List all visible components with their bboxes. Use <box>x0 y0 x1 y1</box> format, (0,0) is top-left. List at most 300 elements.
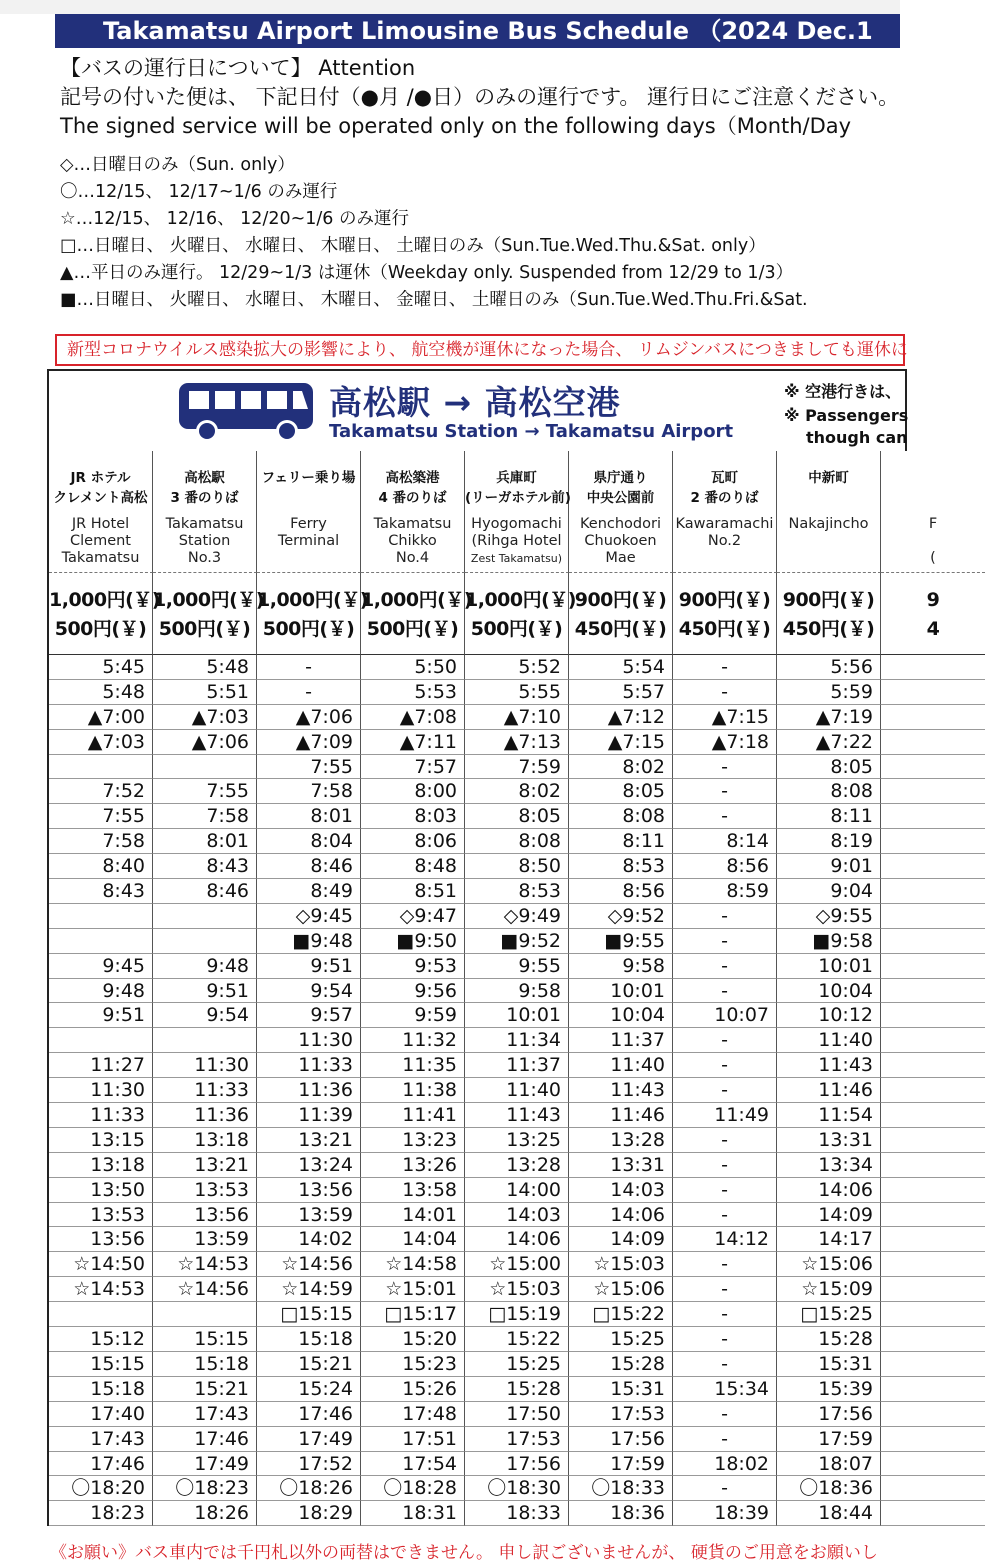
time-cell: □15:25 <box>777 1302 881 1327</box>
time-cell: 10:01 <box>465 1003 569 1028</box>
time-cell: 17:53 <box>569 1402 673 1427</box>
time-cell: 11:33 <box>49 1103 153 1128</box>
time-cell: 9:04 <box>777 879 881 904</box>
time-cell <box>881 705 985 730</box>
stop-name-jp: 瓦町 <box>711 470 738 486</box>
time-cell: 7:58 <box>153 804 257 829</box>
time-cell: 18:33 <box>465 1501 569 1526</box>
time-cell: 7:59 <box>465 755 569 780</box>
time-cell: 8:03 <box>361 804 465 829</box>
time-cell: ▲7:18 <box>673 730 777 755</box>
time-cell: 13:26 <box>361 1153 465 1178</box>
time-cell: 7:55 <box>257 755 361 780</box>
stop-name-en <box>777 516 880 533</box>
stop-name-jp: 中新町 <box>808 470 849 486</box>
stop-name-en-line: JR Hotel <box>71 516 130 532</box>
time-cell: - <box>673 979 777 1004</box>
time-cell: 11:32 <box>361 1028 465 1053</box>
time-cell <box>881 1053 985 1078</box>
time-cell: □15:15 <box>257 1302 361 1327</box>
attention-heading: 【バスの運行日について】 Attention <box>60 56 416 80</box>
time-cell: - <box>673 1252 777 1277</box>
time-cell: - <box>673 655 777 680</box>
time-cell: 17:50 <box>465 1402 569 1427</box>
time-cell: 7:55 <box>153 779 257 804</box>
fare-child: 500円(￥) <box>262 618 355 640</box>
time-cell: 11:40 <box>465 1078 569 1103</box>
stop-name-jp: JR ホテル <box>70 470 131 486</box>
time-cell: 15:25 <box>569 1327 673 1352</box>
stop-name-en-line: Ferry <box>290 516 327 532</box>
time-cell: 17:53 <box>465 1427 569 1452</box>
time-cell: 11:36 <box>153 1103 257 1128</box>
time-cell: 14:06 <box>569 1203 673 1228</box>
table-row <box>49 904 909 929</box>
time-cell: - <box>673 1153 777 1178</box>
time-cell: 17:43 <box>153 1402 257 1427</box>
time-cell <box>881 1476 985 1501</box>
time-cell: 5:52 <box>465 655 569 680</box>
time-cell <box>881 755 985 780</box>
fare-child: 450円(￥) <box>782 618 875 640</box>
time-cell: 18:36 <box>569 1501 673 1526</box>
time-cell: 5:55 <box>465 680 569 705</box>
time-cell: 17:46 <box>257 1402 361 1427</box>
fare-cell <box>361 573 472 655</box>
time-cell: - <box>673 755 777 780</box>
time-cell: 8:49 <box>257 879 361 904</box>
time-cell <box>881 1178 985 1203</box>
time-cell: 11:36 <box>257 1078 361 1103</box>
time-cell: 11:43 <box>777 1053 881 1078</box>
time-cell: 〇18:20 <box>49 1476 153 1501</box>
time-cell <box>881 1103 985 1128</box>
table-row <box>49 1103 909 1128</box>
stop-name-en <box>569 516 672 567</box>
time-cell: ◇9:52 <box>569 904 673 929</box>
time-cell <box>153 1302 257 1327</box>
time-cell <box>153 755 257 780</box>
stop-name-jp: (リーガホテル前) <box>465 490 571 506</box>
time-cell: 9:51 <box>153 979 257 1004</box>
time-cell: - <box>673 1277 777 1302</box>
stop-name-en <box>153 516 256 567</box>
time-cell: 11:43 <box>569 1078 673 1103</box>
time-cell: ▲7:12 <box>569 705 673 730</box>
time-cell: 9:48 <box>153 954 257 979</box>
time-cell: 17:49 <box>257 1427 361 1452</box>
table-row <box>49 954 909 979</box>
table-row <box>49 779 909 804</box>
fare-cell <box>673 573 777 655</box>
time-cell <box>881 730 985 755</box>
time-cell: 5:48 <box>153 655 257 680</box>
time-cell: ☆14:50 <box>49 1252 153 1277</box>
time-cell: 8:56 <box>569 879 673 904</box>
fare-row <box>49 573 940 655</box>
table-row <box>49 1227 909 1252</box>
time-cell: 8:04 <box>257 829 361 854</box>
stop-header <box>881 451 985 573</box>
time-cell: 8:51 <box>361 879 465 904</box>
top-strip <box>0 0 900 14</box>
time-cell <box>881 1078 985 1103</box>
time-cell: 8:06 <box>361 829 465 854</box>
time-cell: 10:01 <box>777 954 881 979</box>
time-cell: 8:11 <box>569 829 673 854</box>
stop-header <box>673 451 777 573</box>
time-cell <box>881 1203 985 1228</box>
timetable <box>47 451 940 1526</box>
time-cell <box>881 1153 985 1178</box>
route-title-en: Takamatsu Station → Takamatsu Airport <box>329 421 734 442</box>
fare-cell <box>777 573 881 655</box>
time-cell: ◇9:49 <box>465 904 569 929</box>
time-cell: 11:33 <box>257 1053 361 1078</box>
time-cell: ▲7:09 <box>257 730 361 755</box>
time-cell: 11:30 <box>153 1053 257 1078</box>
fare-adult: 1,000円(￥) <box>465 589 576 611</box>
stop-name-jp <box>257 488 360 508</box>
table-row <box>49 879 909 904</box>
time-cell: 14:04 <box>361 1227 465 1252</box>
time-cell <box>881 829 985 854</box>
time-cell: 15:31 <box>777 1352 881 1377</box>
time-cell: 8:43 <box>153 854 257 879</box>
time-cell: - <box>673 1053 777 1078</box>
time-cell: 10:12 <box>777 1003 881 1028</box>
time-cell: 5:54 <box>569 655 673 680</box>
time-cell: 17:56 <box>777 1402 881 1427</box>
time-cell: ▲7:11 <box>361 730 465 755</box>
table-row <box>49 979 909 1004</box>
time-cell: 9:45 <box>49 954 153 979</box>
time-cell: ■9:48 <box>257 929 361 954</box>
stop-name-en-line: Station <box>178 533 231 549</box>
fare-cell <box>881 573 985 655</box>
time-cell: ☆14:56 <box>257 1252 361 1277</box>
attention-section <box>60 54 900 141</box>
time-cell: 13:59 <box>153 1227 257 1252</box>
table-row <box>49 1402 909 1427</box>
time-cell: 15:21 <box>257 1352 361 1377</box>
fare-adult: 1,000円(￥) <box>153 589 264 611</box>
table-row <box>49 1252 909 1277</box>
time-cell: 14:02 <box>257 1227 361 1252</box>
fare-adult: 900円(￥) <box>678 589 771 611</box>
stop-header <box>153 451 257 573</box>
time-cell: - <box>673 1402 777 1427</box>
stop-header <box>257 451 361 573</box>
time-cell: 8:08 <box>569 804 673 829</box>
time-cell: 13:56 <box>153 1203 257 1228</box>
time-cell: 13:56 <box>257 1178 361 1203</box>
time-cell <box>881 804 985 829</box>
time-cell: - <box>673 1078 777 1103</box>
stop-name-jp: 高松駅 <box>184 470 225 486</box>
fare-cell <box>49 573 160 655</box>
stop-name-jp: 高松築港 <box>385 470 440 486</box>
time-cell: □15:17 <box>361 1302 465 1327</box>
time-cell <box>881 954 985 979</box>
time-cell: 〇18:28 <box>361 1476 465 1501</box>
time-cell: 9:59 <box>361 1003 465 1028</box>
stop-name-en <box>361 516 464 567</box>
time-cell: 8:56 <box>673 854 777 879</box>
time-cell: 8:46 <box>257 854 361 879</box>
stop-name-en-line: Nakajincho <box>788 516 869 532</box>
time-cell: 9:01 <box>777 854 881 879</box>
bus-icon <box>177 381 317 443</box>
time-cell: 18:02 <box>673 1452 777 1477</box>
time-cell: ☆14:59 <box>257 1277 361 1302</box>
time-cell <box>881 1128 985 1153</box>
time-cell <box>881 1028 985 1053</box>
fare-child: 500円(￥) <box>366 618 459 640</box>
stop-name-jp: 中央公園前 <box>586 490 655 506</box>
attention-jp: 記号の付いた便は、 下記日付（●月 /●日）のみの運行です。 運行日にご注意ください。 <box>60 85 900 109</box>
time-cell: 5:59 <box>777 680 881 705</box>
stop-name-en-line: Kawaramachi <box>675 516 774 532</box>
time-cell <box>881 1327 985 1352</box>
time-cell: 13:24 <box>257 1153 361 1178</box>
time-cell <box>881 1501 985 1526</box>
fare-adult: 900円(￥) <box>574 589 667 611</box>
time-cell: 8:19 <box>777 829 881 854</box>
table-row <box>49 1153 909 1178</box>
stop-name-en <box>465 516 568 567</box>
stop-header <box>49 451 153 573</box>
time-cell: 14:09 <box>777 1203 881 1228</box>
table-row <box>49 1302 909 1327</box>
time-cell: 13:31 <box>569 1153 673 1178</box>
time-cell: 17:48 <box>361 1402 465 1427</box>
time-cell: 8:05 <box>569 779 673 804</box>
time-cell: 14:01 <box>361 1203 465 1228</box>
time-cell: 5:45 <box>49 655 153 680</box>
time-cell <box>49 755 153 780</box>
route-note: ※ Passengers <box>784 406 909 425</box>
stop-header <box>777 451 881 573</box>
table-row <box>49 1178 909 1203</box>
time-cell: 17:56 <box>569 1427 673 1452</box>
time-cell: 13:18 <box>153 1128 257 1153</box>
time-cell: 9:54 <box>257 979 361 1004</box>
table-row <box>49 705 909 730</box>
legend-item: ☆…12/15、 12/16、 12/20~1/6 のみ運行 <box>60 209 409 229</box>
legend-item: ■…日曜日、 火曜日、 水曜日、 木曜日、 金曜日、 土曜日のみ（Sun.Tue.Wed.Thu.Fri.&Sat. <box>60 290 808 310</box>
time-cell: 11:30 <box>257 1028 361 1053</box>
fare-child: 450円(￥) <box>678 618 771 640</box>
time-cell: 15:28 <box>569 1352 673 1377</box>
time-cell: 15:34 <box>673 1377 777 1402</box>
stop-name-en <box>49 516 152 567</box>
time-cell: 8:01 <box>153 829 257 854</box>
time-cell: 8:40 <box>49 854 153 879</box>
route-note: ※ 空港行きは、 <box>784 382 902 401</box>
stop-name-en-line: Takamatsu <box>61 550 140 566</box>
time-cell: 11:49 <box>673 1103 777 1128</box>
time-cell: ◇9:55 <box>777 904 881 929</box>
time-cell: 11:37 <box>465 1053 569 1078</box>
fare-cell <box>257 573 368 655</box>
fare-child: 4 <box>926 618 940 640</box>
table-row <box>49 1427 909 1452</box>
time-cell <box>49 1028 153 1053</box>
time-cell: 14:00 <box>465 1178 569 1203</box>
time-cell: 14:06 <box>465 1227 569 1252</box>
time-cell: 15:15 <box>49 1352 153 1377</box>
stop-header <box>465 451 569 573</box>
time-cell: 13:31 <box>777 1128 881 1153</box>
time-cell: 17:43 <box>49 1427 153 1452</box>
time-cell: 8:46 <box>153 879 257 904</box>
table-row <box>49 1352 909 1377</box>
stop-header <box>569 451 673 573</box>
time-cell: - <box>673 929 777 954</box>
time-cell <box>881 1277 985 1302</box>
time-cell: 8:08 <box>465 829 569 854</box>
time-cell: ▲7:15 <box>569 730 673 755</box>
route-header <box>47 369 907 451</box>
covid-notice: 新型コロナウイルス感染拡大の影響により、 航空機が運休になった場合、 リムジンバスにつきましても運休に <box>55 334 905 366</box>
fare-adult: 9 <box>926 589 940 611</box>
time-cell: 11:39 <box>257 1103 361 1128</box>
stop-name-en-line: Kenchodori <box>580 516 661 532</box>
time-cell: - <box>673 779 777 804</box>
stop-name-en-line: Mae <box>605 550 636 566</box>
time-cell: 11:40 <box>777 1028 881 1053</box>
time-cell <box>881 904 985 929</box>
time-cell: ▲7:19 <box>777 705 881 730</box>
time-cell <box>881 929 985 954</box>
time-cell: 17:49 <box>153 1452 257 1477</box>
time-cell: 18:26 <box>153 1501 257 1526</box>
time-cell: 5:57 <box>569 680 673 705</box>
time-cell: 18:44 <box>777 1501 881 1526</box>
time-cell <box>153 929 257 954</box>
time-cell: 〇18:30 <box>465 1476 569 1501</box>
table-row <box>49 1028 909 1053</box>
stop-name-jp: 4 番のりば <box>378 490 447 506</box>
time-cell: 15:24 <box>257 1377 361 1402</box>
time-cell <box>881 1003 985 1028</box>
stop-name-en-line: ( <box>930 550 936 566</box>
time-cell: 10:07 <box>673 1003 777 1028</box>
time-cell <box>881 655 985 680</box>
page-title: Takamatsu Airport Limousine Bus Schedule （2024 Dec.1 <box>55 14 900 48</box>
time-cell: ▲7:03 <box>153 705 257 730</box>
time-cell: - <box>673 1352 777 1377</box>
time-cell: □15:22 <box>569 1302 673 1327</box>
fare-adult: 900円(￥) <box>782 589 875 611</box>
fare-child: 500円(￥) <box>54 618 147 640</box>
time-cell: 9:55 <box>465 954 569 979</box>
time-cell: 9:48 <box>49 979 153 1004</box>
table-row <box>49 1277 909 1302</box>
time-cell: ☆14:58 <box>361 1252 465 1277</box>
time-cell: 17:46 <box>49 1452 153 1477</box>
time-cell: 11:37 <box>569 1028 673 1053</box>
table-row <box>49 1078 909 1103</box>
table-row <box>49 1452 909 1477</box>
time-cell: ■9:55 <box>569 929 673 954</box>
time-cell: 〇18:26 <box>257 1476 361 1501</box>
table-row <box>49 804 909 829</box>
time-cell: - <box>673 1327 777 1352</box>
time-cell: 〇18:23 <box>153 1476 257 1501</box>
time-cell: 9:51 <box>49 1003 153 1028</box>
stop-name-en-line: Clement <box>70 533 131 549</box>
stop-name-jp: フェリー乗り場 <box>261 470 356 486</box>
time-cell: 13:34 <box>777 1153 881 1178</box>
time-cell: - <box>673 1128 777 1153</box>
stop-name-jp: クレメント高松 <box>53 490 148 506</box>
time-cell: - <box>673 1302 777 1327</box>
time-cell: 9:58 <box>465 979 569 1004</box>
time-cell: - <box>673 1028 777 1053</box>
fare-cell <box>569 573 673 655</box>
time-cell: 15:18 <box>153 1352 257 1377</box>
time-cell: 13:56 <box>49 1227 153 1252</box>
time-cell: - <box>673 954 777 979</box>
time-cell: - <box>673 904 777 929</box>
route-note: though can <box>806 428 908 447</box>
time-cell: 〇18:33 <box>569 1476 673 1501</box>
stop-header-row <box>49 451 938 573</box>
time-cell: ■9:52 <box>465 929 569 954</box>
legend-item: ◇…日曜日のみ（Sun. only） <box>60 155 295 175</box>
time-cell <box>49 1302 153 1327</box>
time-cell <box>881 1302 985 1327</box>
stop-name-jp: 兵庫町 <box>496 470 537 486</box>
time-cell: 15:23 <box>361 1352 465 1377</box>
time-cell: 9:57 <box>257 1003 361 1028</box>
time-cell: 17:52 <box>257 1452 361 1477</box>
stop-name-jp: 3 番のりば <box>170 490 239 506</box>
time-cell: 13:15 <box>49 1128 153 1153</box>
stop-name-en-line: No.2 <box>707 533 742 549</box>
time-cell: 11:34 <box>465 1028 569 1053</box>
time-cell: 17:59 <box>777 1427 881 1452</box>
time-cell: 17:54 <box>361 1452 465 1477</box>
time-cell <box>881 854 985 879</box>
time-cell: 18:23 <box>49 1501 153 1526</box>
time-cell: 7:57 <box>361 755 465 780</box>
time-cell: 7:55 <box>49 804 153 829</box>
time-cell: 14:17 <box>777 1227 881 1252</box>
time-cell <box>881 779 985 804</box>
attention-en: The signed service will be operated only on the following days（Month/Day <box>60 114 852 138</box>
time-cell: 8:00 <box>361 779 465 804</box>
fare-adult: 1,000円(￥) <box>361 589 472 611</box>
time-cell: ☆14:53 <box>153 1252 257 1277</box>
time-cell: ☆15:06 <box>569 1277 673 1302</box>
time-cell: 7:52 <box>49 779 153 804</box>
stop-name-en-line <box>881 533 985 550</box>
time-cell: 9:56 <box>361 979 465 1004</box>
table-row <box>49 1128 909 1153</box>
time-cell: 13:25 <box>465 1128 569 1153</box>
stop-header <box>361 451 465 573</box>
time-cell: 13:53 <box>153 1178 257 1203</box>
stop-name-en-line: Terminal <box>277 533 340 549</box>
time-cell: ■9:58 <box>777 929 881 954</box>
time-cell: 11:41 <box>361 1103 465 1128</box>
time-cell <box>49 929 153 954</box>
time-cell: 18:07 <box>777 1452 881 1477</box>
time-cell: ☆15:01 <box>361 1277 465 1302</box>
